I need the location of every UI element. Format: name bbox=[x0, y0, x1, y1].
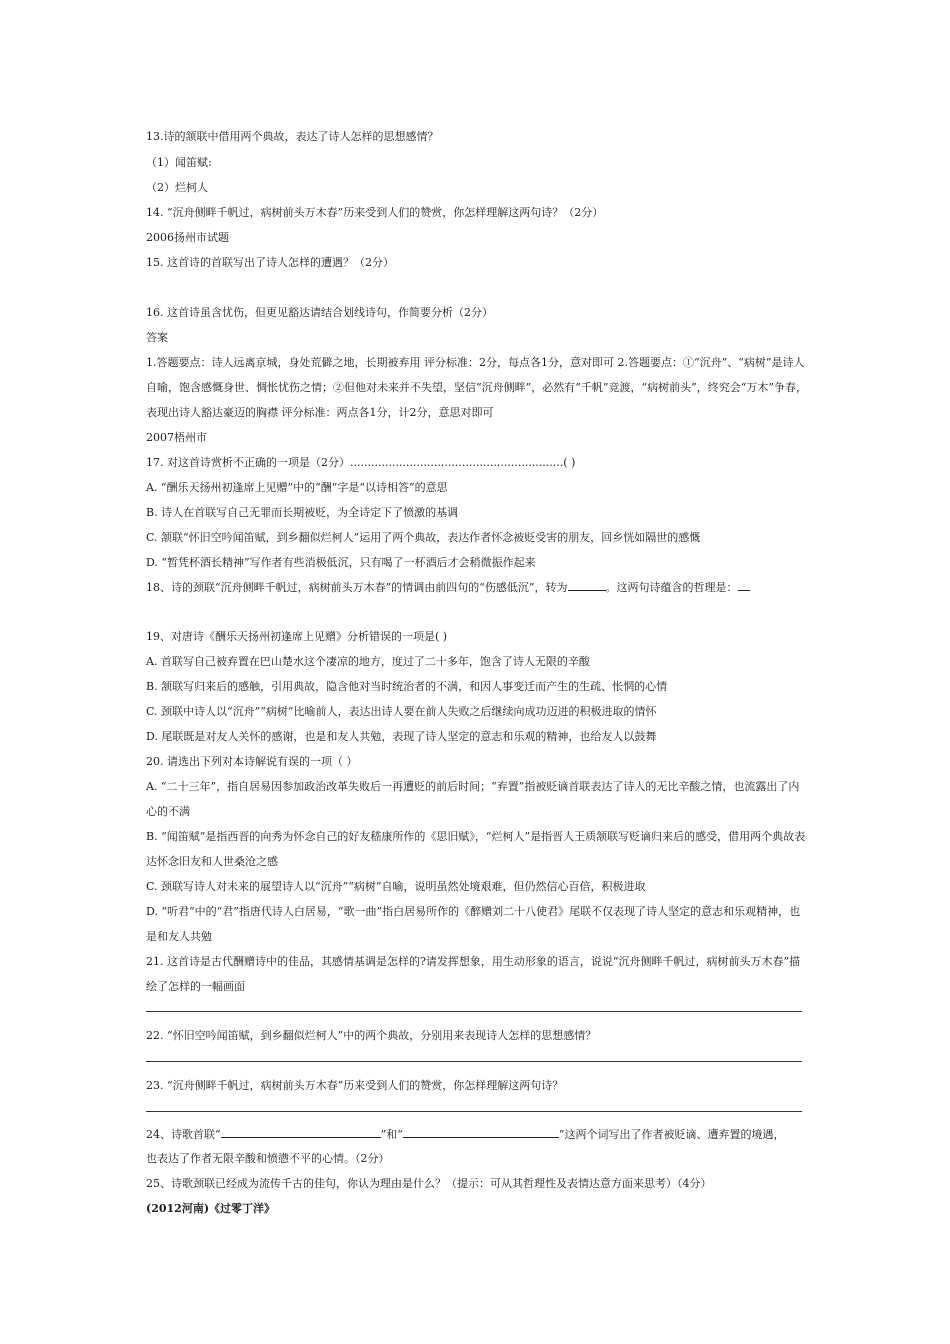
question-19-option-b: B. 颔联写归来后的感触，引用典故，隐含他对当时统治者的不满，和因人事变迁而产生的生疏、怅惘的心情 bbox=[146, 680, 668, 693]
question-15: 15. 这首诗的首联写出了诗人怎样的遭遇？（2分） bbox=[146, 256, 394, 269]
question-13: 13.诗的颔联中借用两个典故，表达了诗人怎样的思想感情？ bbox=[146, 130, 439, 143]
question-20-option-d: D. “听君”中的“君”指唐代诗人白居易，“歌一曲”指白居易所作的《醉赠刘二十八使君》尾联不仅表现了诗人坚定的意志和乐观精神，也是和友人共勉 bbox=[146, 905, 801, 943]
question-20: 20. 请选出下列对本诗解说有误的一项（ ） bbox=[146, 755, 358, 768]
question-24-text-3: ”这两个词写出了作者被贬谪、遭弃置的境遇， bbox=[558, 1128, 785, 1141]
question-17-option-a: A. “酬乐天扬州初逢席上见赠”中的“酬”字是“以诗相答”的意思 bbox=[146, 481, 448, 494]
question-23: 23. “沉舟侧畔千帆过，病树前头万木春”历来受到人们的赞赏，你怎样理解这两句诗？ bbox=[146, 1079, 564, 1092]
source-wuzhou: 2007梧州市 bbox=[146, 431, 207, 444]
question-25: 25、诗歌颈联已经成为流传千古的佳句，你认为理由是什么？（提示：可从其哲理性及表情达意方面来思考）（4分） bbox=[146, 1177, 712, 1190]
question-24-text-2: ”和“ bbox=[380, 1128, 403, 1141]
question-20-option-c: C. 颈联写诗人对未来的展望诗人以“沉舟”“病树”自喻，说明虽然处境艰难，但仍然信心百倍，积极进取 bbox=[146, 880, 646, 893]
answer-blank[interactable] bbox=[403, 1136, 559, 1138]
answer-line[interactable] bbox=[146, 1011, 802, 1012]
answer-line[interactable] bbox=[146, 1061, 802, 1062]
question-17-option-d: D. “暂凭杯酒长精神”写作者有些消极低沉，只有喝了一杯酒后才会稍微振作起来 bbox=[146, 556, 536, 569]
question-20-option-b: B. “闻笛赋”是指西晋的向秀为怀念自己的好友嵇康所作的《思旧赋》，“烂柯人”是指晋人王质颔联写贬谪归来后的感受，借用两个典故表达怀念旧友和人世桑沧之感 bbox=[146, 830, 806, 868]
question-20-option-a: A. “二十三年”，指自居易因参加政治改革失败后一再遭贬的前后时间；“弃置”指被贬谪首联表达了诗人的无比辛酸之情，也流露出了内心的不满 bbox=[146, 780, 800, 818]
answer-blank[interactable] bbox=[738, 589, 750, 591]
answer-line[interactable] bbox=[146, 1111, 802, 1112]
question-19-option-c: C. 颈联中诗人以“沉舟”“病树”比喻前人，表达出诗人要在前人失败之后继续向成功迈进的积极进取的情怀 bbox=[146, 705, 657, 718]
answer-text: 1.答题要点：诗人远离京城，身处荒僻之地，长期被弃用 评分标准：2分，每点各1分，意对即可 2.答题要点：①“沉舟”、“病树”是诗人自喻，饱含感慨身世、惆怅忧伤之情；②但他对未来并不失望，坚信“沉舟侧畔”，必然有“千帆”竞渡，“病树前头”，终究会“万木”争春，表现出诗人豁达豪迈的胸襟 评分标准：两点各1分，计2分，意思对即可 bbox=[146, 356, 807, 419]
question-17-option-c: C. 颔联“怀旧空吟闻笛赋，到乡翻似烂柯人”运用了两个典故，表达作者怀念被贬受害的朋友，回乡恍如隔世的感慨 bbox=[146, 531, 701, 544]
question-17: 17. 对这首诗赏析不正确的一项是（2分）.............................................................( ) bbox=[146, 456, 576, 469]
answer-blank[interactable] bbox=[221, 1136, 381, 1138]
source-yangzhou: 2006扬州市试题 bbox=[146, 231, 229, 244]
question-17-option-b: B. 诗人在首联写自己无罪而长期被贬，为全诗定下了愤激的基调 bbox=[146, 506, 459, 519]
question-24 bbox=[146, 1128, 785, 1142]
question-18 bbox=[146, 581, 750, 595]
answer-heading: 答案 bbox=[146, 331, 168, 344]
answer-blank[interactable] bbox=[568, 589, 606, 591]
question-18-text: 18、诗的颈联“沉舟侧畔千帆过，病树前头万木春”的情调由前四句的“伤感低沉”，转为 bbox=[146, 581, 568, 594]
question-13-item-2: （2）烂柯人 bbox=[146, 181, 208, 194]
question-24-line-2: 也表达了作者无限辛酸和愤懑不平的心情。（2分） bbox=[146, 1152, 390, 1165]
question-24-text: 24、诗歌首联“ bbox=[146, 1128, 221, 1141]
question-18-text-2: 。这两句诗蕴含的哲理是： bbox=[605, 581, 738, 594]
source-henan: (2012河南)《过零丁洋》 bbox=[146, 1202, 276, 1215]
question-13-item-1: （1）闻笛赋: bbox=[146, 156, 212, 169]
question-19: 19、对唐诗《酬乐天扬州初逢席上见赠》分析错误的一项是( ) bbox=[146, 630, 448, 643]
question-19-option-a: A. 首联写自己被弃置在巴山楚水这个凄凉的地方，度过了二十多年，饱含了诗人无限的辛酸 bbox=[146, 655, 590, 668]
question-19-option-d: D. 尾联既是对友人关怀的感谢，也是和友人共勉，表现了诗人坚定的意志和乐观的精神，也给友人以鼓舞 bbox=[146, 730, 657, 743]
question-21: 21. 这首诗是古代酬赠诗中的佳品，其感情基调是怎样的?请发挥想象，用生动形象的语言，说说“沉舟侧畔千帆过，病树前头万木春”描绘了怎样的一幅画面 bbox=[146, 955, 801, 993]
question-16: 16. 这首诗虽含忧伤，但更见豁达请结合划线诗句，作简要分析（2分） bbox=[146, 306, 493, 319]
question-14: 14. “沉舟侧畔千帆过，病树前头万木春”历来受到人们的赞赏，你怎样理解这两句诗？（2分） bbox=[146, 206, 604, 219]
question-22: 22. “怀旧空吟闻笛赋，到乡翻似烂柯人”中的两个典故，分别用来表现诗人怎样的思想感情？ bbox=[146, 1029, 597, 1042]
